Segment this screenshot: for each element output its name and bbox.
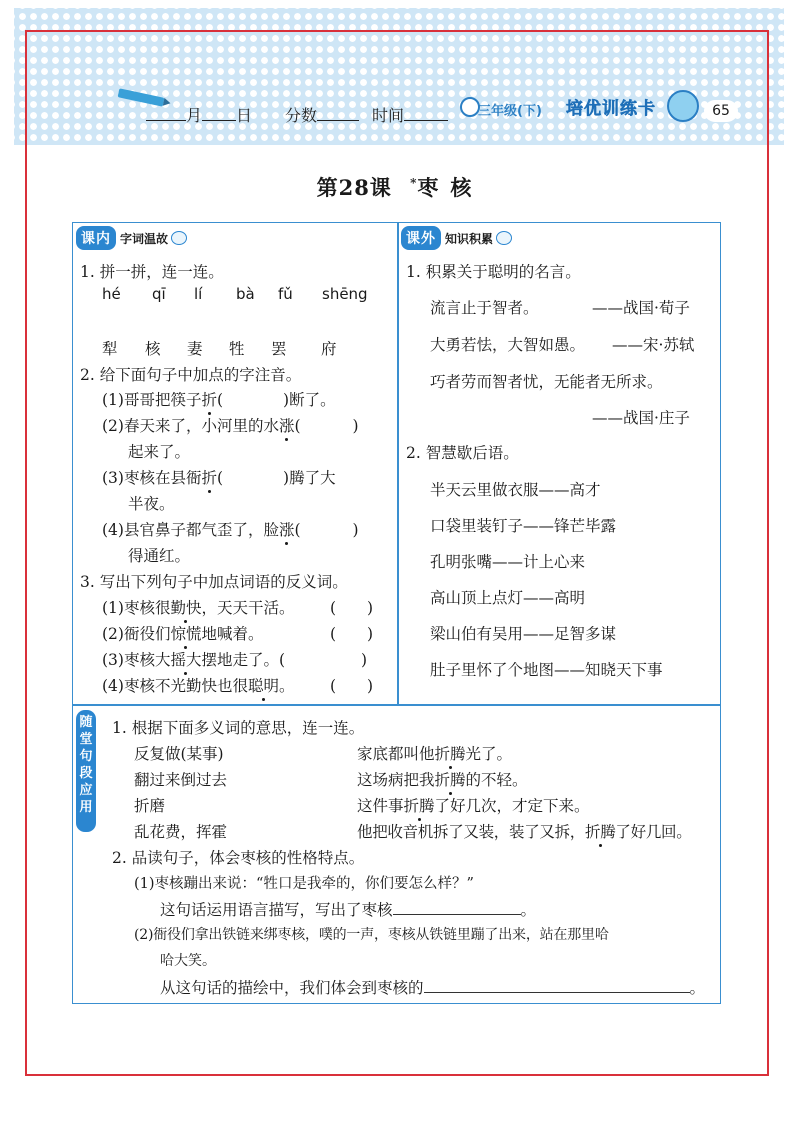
meaning-item: 翻过来倒过去 [134, 771, 228, 789]
q2-item-4-cont: 得通红。 [128, 547, 191, 565]
char-item: 府 [321, 340, 337, 358]
q2-item-3 [102, 466, 336, 488]
right-tag-sub: 知识积累 [445, 231, 494, 246]
time-line [372, 103, 448, 126]
text: 这件事 [357, 797, 404, 815]
quote-source: ——宋·苏轼 [612, 336, 695, 354]
dotted-char: 折 [201, 466, 217, 488]
dotted-char: 涨 [279, 518, 295, 540]
xiehouyu-item: 口袋里装钉子——锋芒毕露 [430, 517, 617, 535]
char-item: 牲 [229, 340, 245, 358]
day-label: 日 [236, 106, 253, 125]
grade-label: 三年级(下) [478, 104, 542, 119]
char-item: 妻 [187, 340, 203, 358]
text: ( [216, 469, 224, 487]
text: (3)枣核 [102, 651, 155, 669]
dotted-char: 涨 [279, 414, 295, 436]
text: 光了。 [465, 745, 513, 763]
text: )腾了大 [283, 469, 336, 487]
xiehouyu-item: 梁山伯有吴用——足智多谋 [430, 625, 617, 643]
sentence-1: (1)枣核蹦出来说：“牲口是我牵的，你们要怎么样？” [134, 876, 474, 892]
sentence-2-line2: 哈大笑。 [160, 953, 216, 969]
q3-item-1 [102, 596, 295, 618]
q2-item-1 [102, 388, 336, 410]
text: (4)枣核不光勤快也很 [102, 677, 248, 695]
text: (1)哥哥把筷子 [102, 391, 202, 409]
dotted-word: 折腾 [435, 742, 466, 764]
pinyin-row [102, 285, 368, 303]
left-q1-prompt: 1. 拼一拼，连一连。 [80, 263, 224, 281]
cloud-icon [171, 231, 187, 245]
sentence-item [357, 768, 528, 790]
text: ) [352, 417, 359, 435]
lesson-number: 第28课 [316, 175, 392, 200]
pinyin-item: hé [102, 285, 121, 303]
xiehouyu-item: 肚子里怀了个地图——知晓天下事 [430, 661, 663, 679]
text: ( [216, 391, 224, 409]
xiehouyu-item: 半天云里做衣服——高才 [430, 481, 601, 499]
pinyin-item: shēng [322, 285, 368, 303]
quote-text: 巧者劳而智者忧，无能者无所求。 [430, 373, 663, 391]
text: 从这句话的描绘中，我们体会到枣核的 [160, 979, 424, 997]
text: 了好几次，才定下来。 [434, 797, 590, 815]
dotted-word: 勤快 [170, 596, 201, 618]
pinyin-item: lí [194, 285, 203, 303]
q3-item-3 [102, 648, 285, 670]
q3-answer-3[interactable]: ) [330, 651, 368, 669]
right-q1-prompt: 1. 积累关于聪明的名言。 [406, 263, 581, 281]
quote-source: ——战国·庄子 [592, 409, 690, 427]
q2-item-2 [102, 414, 359, 436]
q2-item-2-cont: 起来了。 [128, 443, 191, 461]
text: ) [352, 521, 359, 539]
time-blank [404, 106, 448, 121]
quote-text: 大勇若怯，大智如愚。 [430, 336, 586, 354]
tag-char: 句 [79, 749, 93, 764]
right-tag-pill: 课外 [401, 226, 441, 250]
answer-line[interactable] [393, 899, 521, 915]
chars-row [102, 337, 337, 359]
text: ( [294, 521, 301, 539]
q3-item-2 [102, 622, 264, 644]
mascot-icon [667, 90, 699, 122]
sentence-item [357, 742, 512, 764]
tag-char: 随 [79, 715, 93, 730]
tag-char: 应 [79, 783, 93, 798]
q2-item-4 [102, 518, 359, 540]
dotted-word: 聪明 [248, 674, 279, 696]
quote-text: 流言止于智者。 [430, 299, 539, 317]
month-blank [146, 106, 186, 121]
quote-source: ——战国·荀子 [592, 299, 690, 317]
text: 的不轻。 [465, 771, 528, 789]
month-label: 月 [186, 106, 203, 125]
cloud-icon [496, 231, 512, 245]
left-q2-prompt: 2. 给下面句子中加点的字注音。 [80, 366, 302, 384]
left-q3-prompt: 3. 写出下列句子中加点词语的反义词。 [80, 573, 348, 591]
q3-item-4 [102, 674, 295, 696]
text: 。 [689, 979, 706, 997]
dotted-word: 折腾 [585, 820, 615, 842]
sentence-2-line1: (2)衙役们拿出铁链来绑枣核，噗的一声，枣核从铁链里蹦了出来，站在那里哈 [134, 927, 609, 943]
char-item: 罢 [271, 340, 287, 358]
text: 家底都叫他 [357, 745, 435, 763]
page-number: 65 [704, 100, 738, 122]
tag-char: 堂 [79, 732, 93, 747]
text: 。 [520, 901, 537, 919]
text: 他把收音机拆了又装，装了又拆， [357, 823, 586, 841]
brand-title: 培优训练卡 [566, 99, 656, 119]
dotted-word: 惊慌 [170, 622, 201, 644]
dotted-word: 大摇大摆 [155, 648, 217, 670]
text: 。 [278, 677, 295, 695]
pinyin-item: qī [152, 285, 166, 303]
right-q2-prompt: 2. 智慧歇后语。 [406, 444, 519, 462]
lesson-title [0, 172, 800, 202]
xiehouyu-item: 高山顶上点灯——高明 [430, 589, 586, 607]
sentence-item [357, 820, 691, 842]
dotted-word: 折腾 [435, 768, 466, 790]
bottom-q1-prompt: 1. 根据下面多义词的意思，连一连。 [112, 719, 365, 737]
text: )断了。 [283, 391, 336, 409]
meaning-item: 折磨 [134, 797, 166, 815]
xiehouyu-item: 孔明张嘴——计上心来 [430, 553, 586, 571]
time-label: 时间 [372, 106, 405, 125]
text: (2)春天来了，小河里的水 [102, 417, 279, 435]
text: (4)县官鼻子都气歪了，脸 [102, 521, 279, 539]
q3-answer-1[interactable]: ( ) [330, 599, 374, 617]
score-blank [317, 106, 359, 121]
q3-answer-2[interactable]: ( ) [330, 625, 374, 643]
text: 了好几回。 [615, 823, 692, 841]
sentence-item [357, 794, 590, 816]
bottom-section-tag [76, 710, 96, 832]
sentence-1-question [160, 898, 536, 920]
pinyin-item: fǔ [278, 285, 293, 303]
lesson-name: 枣核 [417, 175, 484, 200]
char-item: 犁 [102, 340, 118, 358]
meaning-item: 乱花费，挥霍 [134, 823, 228, 841]
tag-char: 用 [79, 800, 93, 815]
score-line [285, 103, 359, 126]
date-line [146, 103, 252, 126]
answer-line[interactable] [424, 977, 690, 993]
right-section-tag [401, 226, 512, 250]
text: 这句话运用语言描写，写出了枣核 [160, 901, 393, 919]
pinyin-item: bà [236, 285, 255, 303]
text: (3)枣核在县衙 [102, 469, 202, 487]
meaning-item: 反复做(某事) [134, 745, 224, 763]
q2-item-3-cont: 半夜。 [128, 495, 175, 513]
clock-icon [460, 97, 480, 117]
char-item: 核 [145, 340, 161, 358]
text: ，天天干活。 [201, 599, 295, 617]
left-tag-pill: 课内 [76, 226, 116, 250]
q3-answer-4[interactable]: ( ) [330, 677, 374, 695]
text: 这场病把我 [357, 771, 435, 789]
text: 地喊着。 [201, 625, 264, 643]
text: (2)衙役们 [102, 625, 171, 643]
lesson-star: * [410, 176, 418, 190]
left-tag-sub: 字词温故 [120, 231, 169, 246]
text: (1)枣核很 [102, 599, 171, 617]
dotted-word: 折腾 [404, 794, 435, 816]
dotted-char: 折 [201, 388, 217, 410]
day-blank [202, 106, 236, 121]
sentence-2-question [160, 976, 705, 998]
score-label: 分数 [285, 106, 318, 125]
text: ( [294, 417, 301, 435]
text: 地走了。( [216, 651, 286, 669]
tag-char: 段 [79, 766, 93, 781]
bottom-q2-prompt: 2. 品读句子，体会枣核的性格特点。 [112, 849, 365, 867]
left-section-tag [76, 226, 187, 250]
